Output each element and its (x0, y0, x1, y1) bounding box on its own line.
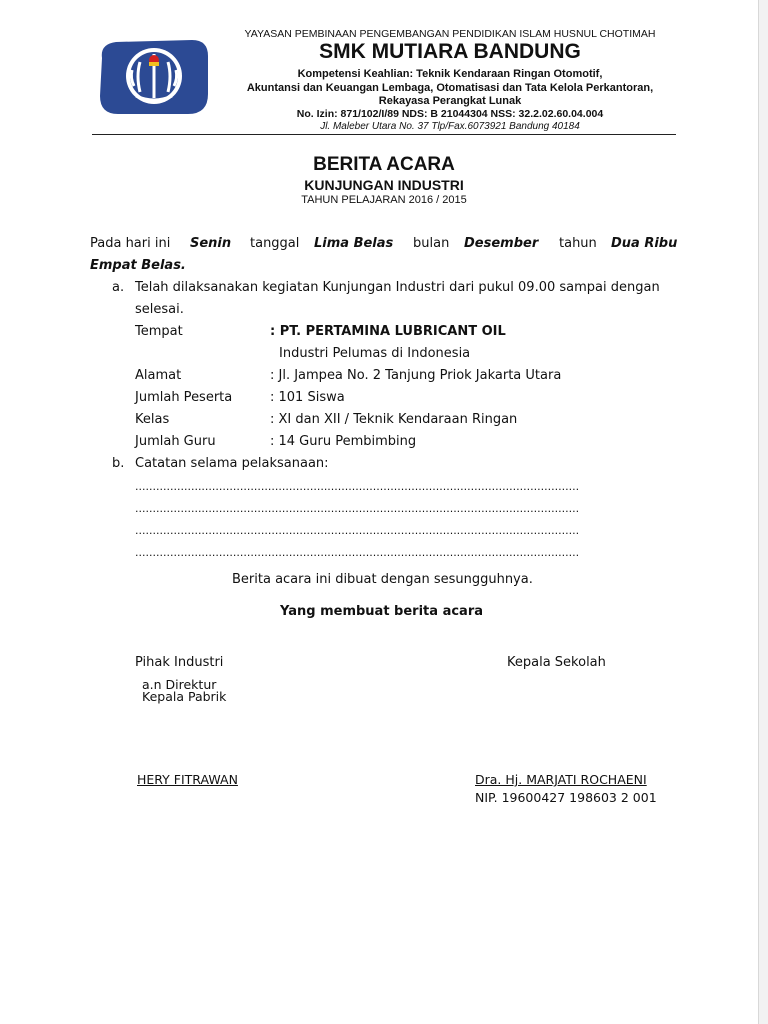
license-numbers: No. Izin: 871/102/I/89 NDS: B 21044304 NSS: 32.2.02.60.04.004 (296, 108, 604, 120)
industry-title: Kepala Pabrik (142, 689, 227, 704)
school-signatory-name: Dra. Hj. MARJATI ROCHAENI (475, 772, 647, 787)
field-label-kelas: Kelas (135, 412, 170, 427)
intro-year-b: Empat Belas. (90, 258, 186, 273)
dotted-line: ............................................................................................................................... (135, 524, 580, 537)
intro-word-2: tanggal (250, 236, 300, 251)
field-label-tempat: Tempat (135, 324, 183, 339)
intro-word-4: tahun (559, 236, 597, 251)
field-value-alamat: : Jl. Jampea No. 2 Tanjung Priok Jakarta Utara (270, 368, 562, 383)
header-divider (92, 134, 676, 135)
item-a-marker: a. (112, 280, 125, 295)
dotted-line: ............................................................................................................................... (135, 480, 580, 493)
industry-signatory-name: HERY FITRAWAN (137, 772, 238, 787)
industry-on-behalf: a.n Direktur (142, 677, 217, 692)
industry-role: Pihak Industri (135, 655, 224, 670)
intro-day: Senin (190, 236, 232, 251)
item-b-marker: b. (112, 456, 125, 471)
school-signatory-nip: NIP. 19600427 198603 2 001 (475, 790, 657, 805)
competency-line-1: Kompetensi Keahlian: Teknik Kendaraan Ringan Otomotif, (297, 68, 603, 80)
field-value-industry-type: Industri Pelumas di Indonesia (279, 346, 471, 361)
closing-maker: Yang membuat berita acara (280, 604, 483, 619)
school-address: Jl. Maleber Utara No. 37 Tlp/Fax.6073921 Bandung 40184 (320, 121, 580, 132)
item-a-line-1: Telah dilaksanakan kegiatan Kunjungan Industri dari pukul 09.00 sampai dengan (135, 280, 660, 295)
intro-date: Lima Belas (314, 236, 394, 251)
document-subtitle: KUNJUNGAN INDUSTRI (304, 177, 464, 193)
academic-year: TAHUN PELAJARAN 2016 / 2015 (301, 194, 467, 206)
intro-word-1: Pada hari ini (90, 236, 171, 251)
field-value-jumlah-peserta: : 101 Siswa (270, 390, 345, 405)
intro-month: Desember (464, 236, 539, 251)
item-b-label: Catatan selama pelaksanaan: (135, 456, 329, 471)
dotted-line: ............................................................................................................................... (135, 546, 580, 559)
intro-word-3: bulan (413, 236, 450, 251)
dotted-line: ............................................................................................................................... (135, 502, 580, 515)
field-value-jumlah-guru: : 14 Guru Pembimbing (270, 434, 417, 449)
document-title: BERITA ACARA (313, 154, 455, 175)
field-label-jumlah-guru: Jumlah Guru (135, 434, 216, 449)
foundation-name: YAYASAN PEMBINAAN PENGEMBANGAN PENDIDIKAN ISLAM HUSNUL CHOTIMAH (244, 28, 656, 40)
field-label-jumlah-peserta: Jumlah Peserta (135, 390, 233, 405)
intro-year-a: Dua Ribu (611, 236, 678, 251)
field-value-tempat: : PT. PERTAMINA LUBRICANT OIL (270, 324, 506, 339)
closing-statement: Berita acara ini dibuat dengan sesungguhnya. (232, 572, 533, 587)
competency-line-3: Rekayasa Perangkat Lunak (378, 95, 522, 107)
item-a-line-2: selesai. (135, 302, 184, 317)
competency-line-2: Akuntansi dan Keuangan Lembaga, Otomatisasi dan Tata Kelola Perkantoran, (246, 82, 654, 94)
school-role: Kepala Sekolah (507, 655, 606, 670)
field-label-alamat: Alamat (135, 368, 182, 383)
field-value-kelas: : XI dan XII / Teknik Kendaraan Ringan (270, 412, 518, 427)
school-name: SMK MUTIARA BANDUNG (319, 40, 581, 63)
school-logo-icon (96, 36, 212, 118)
